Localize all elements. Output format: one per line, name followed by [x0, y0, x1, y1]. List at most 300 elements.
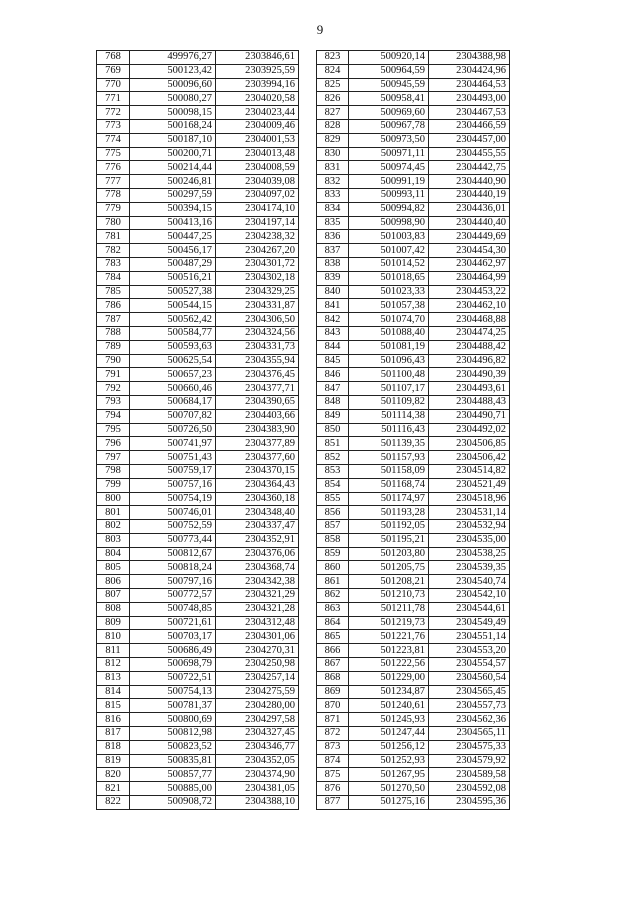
- x-coordinate-cell: 500660,46: [130, 382, 216, 396]
- x-coordinate-cell: 500823,52: [130, 740, 216, 754]
- point-number-cell: 822: [97, 796, 130, 810]
- point-number-cell: 770: [97, 78, 130, 92]
- table-row: [317, 616, 510, 630]
- table-row: [97, 685, 299, 699]
- x-coordinate-cell: 501014,52: [349, 257, 429, 271]
- table-row: [317, 161, 510, 175]
- point-number-cell: 855: [317, 492, 349, 506]
- point-number-cell: 827: [317, 106, 349, 120]
- point-number-cell: 796: [97, 437, 130, 451]
- x-coordinate-cell: 500686,49: [130, 644, 216, 658]
- y-coordinate-cell: 2304506,42: [429, 451, 510, 465]
- y-coordinate-cell: 2304468,88: [429, 313, 510, 327]
- y-coordinate-cell: 2304544,61: [429, 602, 510, 616]
- x-coordinate-cell: 501229,00: [349, 671, 429, 685]
- x-coordinate-cell: 500657,23: [130, 368, 216, 382]
- table-row: [97, 437, 299, 451]
- y-coordinate-cell: 2304436,01: [429, 202, 510, 216]
- table-row: [97, 768, 299, 782]
- table-row: [97, 630, 299, 644]
- table-row: [317, 92, 510, 106]
- point-number-cell: 837: [317, 244, 349, 258]
- point-number-cell: 789: [97, 340, 130, 354]
- x-coordinate-cell: 501247,44: [349, 727, 429, 741]
- y-coordinate-cell: 2304457,00: [429, 133, 510, 147]
- y-coordinate-cell: 2304506,85: [429, 437, 510, 451]
- x-coordinate-cell: 501267,95: [349, 768, 429, 782]
- x-coordinate-cell: 500741,97: [130, 437, 216, 451]
- x-coordinate-cell: 500726,50: [130, 423, 216, 437]
- table-row: [317, 395, 510, 409]
- table-row: [317, 409, 510, 423]
- x-coordinate-cell: 500722,51: [130, 671, 216, 685]
- table-row: [317, 147, 510, 161]
- y-coordinate-cell: 2304324,56: [216, 326, 299, 340]
- y-coordinate-cell: 2304560,54: [429, 671, 510, 685]
- x-coordinate-cell: 500973,50: [349, 133, 429, 147]
- table-row: [97, 575, 299, 589]
- x-coordinate-cell: 500447,25: [130, 230, 216, 244]
- point-number-cell: 802: [97, 520, 130, 534]
- y-coordinate-cell: 2304539,35: [429, 561, 510, 575]
- x-coordinate-cell: 501088,40: [349, 326, 429, 340]
- table-row: [317, 437, 510, 451]
- y-coordinate-cell: 2304331,87: [216, 299, 299, 313]
- point-number-cell: 831: [317, 161, 349, 175]
- point-number-cell: 824: [317, 64, 349, 78]
- y-coordinate-cell: 2304455,55: [429, 147, 510, 161]
- y-coordinate-cell: 2304360,18: [216, 492, 299, 506]
- table-row: [317, 285, 510, 299]
- x-coordinate-cell: 500721,61: [130, 616, 216, 630]
- x-coordinate-cell: 500757,16: [130, 478, 216, 492]
- table-row: [97, 368, 299, 382]
- table-row: [317, 313, 510, 327]
- y-coordinate-cell: 2304009,46: [216, 119, 299, 133]
- point-number-cell: 773: [97, 119, 130, 133]
- y-coordinate-cell: 2304383,90: [216, 423, 299, 437]
- point-number-cell: 874: [317, 754, 349, 768]
- point-number-cell: 815: [97, 699, 130, 713]
- x-coordinate-cell: 500394,15: [130, 202, 216, 216]
- x-coordinate-cell: 500818,24: [130, 561, 216, 575]
- table-row: [97, 106, 299, 120]
- y-coordinate-cell: 2304388,10: [216, 796, 299, 810]
- table-row: [97, 230, 299, 244]
- point-number-cell: 786: [97, 299, 130, 313]
- y-coordinate-cell: 2304376,06: [216, 547, 299, 561]
- point-number-cell: 868: [317, 671, 349, 685]
- table-row: [317, 451, 510, 465]
- point-number-cell: 858: [317, 533, 349, 547]
- y-coordinate-cell: 2304575,33: [429, 740, 510, 754]
- table-row: [97, 354, 299, 368]
- y-coordinate-cell: 2304562,36: [429, 713, 510, 727]
- table-row: [97, 161, 299, 175]
- y-coordinate-cell: 2304388,98: [429, 51, 510, 65]
- x-coordinate-cell: 501256,12: [349, 740, 429, 754]
- x-coordinate-cell: 500781,37: [130, 699, 216, 713]
- point-number-cell: 832: [317, 175, 349, 189]
- table-row: [97, 326, 299, 340]
- x-coordinate-cell: 500562,42: [130, 313, 216, 327]
- x-coordinate-cell: 501219,73: [349, 616, 429, 630]
- y-coordinate-cell: 2304370,15: [216, 464, 299, 478]
- x-coordinate-cell: 500969,60: [349, 106, 429, 120]
- x-coordinate-cell: 500200,71: [130, 147, 216, 161]
- point-number-cell: 830: [317, 147, 349, 161]
- y-coordinate-cell: 2303925,59: [216, 64, 299, 78]
- x-coordinate-cell: 500684,17: [130, 395, 216, 409]
- table-row: [317, 423, 510, 437]
- table-row: [97, 119, 299, 133]
- x-coordinate-cell: 500698,79: [130, 658, 216, 672]
- point-number-cell: 845: [317, 354, 349, 368]
- point-number-cell: 793: [97, 395, 130, 409]
- y-coordinate-cell: 2304250,98: [216, 658, 299, 672]
- x-coordinate-cell: 500920,14: [349, 51, 429, 65]
- x-coordinate-cell: 501245,93: [349, 713, 429, 727]
- y-coordinate-cell: 2304306,50: [216, 313, 299, 327]
- y-coordinate-cell: 2304493,00: [429, 92, 510, 106]
- table-row: [317, 782, 510, 796]
- point-number-cell: 819: [97, 754, 130, 768]
- y-coordinate-cell: 2304462,97: [429, 257, 510, 271]
- y-coordinate-cell: 2304390,65: [216, 395, 299, 409]
- point-number-cell: 840: [317, 285, 349, 299]
- x-coordinate-cell: 501210,73: [349, 589, 429, 603]
- y-coordinate-cell: 2304001,53: [216, 133, 299, 147]
- point-number-cell: 809: [97, 616, 130, 630]
- point-number-cell: 870: [317, 699, 349, 713]
- y-coordinate-cell: 2304466,59: [429, 119, 510, 133]
- table-row: [97, 395, 299, 409]
- x-coordinate-cell: 499976,27: [130, 51, 216, 65]
- x-coordinate-cell: 500752,59: [130, 520, 216, 534]
- y-coordinate-cell: 2304355,94: [216, 354, 299, 368]
- x-coordinate-cell: 500625,54: [130, 354, 216, 368]
- table-row: [317, 699, 510, 713]
- point-number-cell: 836: [317, 230, 349, 244]
- table-row: [317, 533, 510, 547]
- y-coordinate-cell: 2304376,45: [216, 368, 299, 382]
- table-row: [317, 202, 510, 216]
- y-coordinate-cell: 2304352,05: [216, 754, 299, 768]
- y-coordinate-cell: 2304579,92: [429, 754, 510, 768]
- x-coordinate-cell: 500487,29: [130, 257, 216, 271]
- y-coordinate-cell: 2304270,31: [216, 644, 299, 658]
- x-coordinate-cell: 500246,81: [130, 175, 216, 189]
- point-number-cell: 838: [317, 257, 349, 271]
- point-number-cell: 825: [317, 78, 349, 92]
- table-row: [97, 644, 299, 658]
- y-coordinate-cell: 2304551,14: [429, 630, 510, 644]
- x-coordinate-cell: 501234,87: [349, 685, 429, 699]
- y-coordinate-cell: 2304565,45: [429, 685, 510, 699]
- point-number-cell: 784: [97, 271, 130, 285]
- point-number-cell: 794: [97, 409, 130, 423]
- table-row: [317, 51, 510, 65]
- x-coordinate-cell: 500214,44: [130, 161, 216, 175]
- y-coordinate-cell: 2304174,10: [216, 202, 299, 216]
- y-coordinate-cell: 2304301,06: [216, 630, 299, 644]
- table-row: [97, 409, 299, 423]
- point-number-cell: 813: [97, 671, 130, 685]
- x-coordinate-cell: 500544,15: [130, 299, 216, 313]
- y-coordinate-cell: 2304337,47: [216, 520, 299, 534]
- y-coordinate-cell: 2304352,91: [216, 533, 299, 547]
- point-number-cell: 847: [317, 382, 349, 396]
- point-number-cell: 820: [97, 768, 130, 782]
- x-coordinate-cell: 501174,97: [349, 492, 429, 506]
- table-row: [97, 51, 299, 65]
- point-number-cell: 826: [317, 92, 349, 106]
- table-row: [97, 451, 299, 465]
- x-coordinate-cell: 500908,72: [130, 796, 216, 810]
- point-number-cell: 850: [317, 423, 349, 437]
- table-row: [317, 685, 510, 699]
- point-number-cell: 849: [317, 409, 349, 423]
- point-number-cell: 835: [317, 216, 349, 230]
- x-coordinate-cell: 500080,27: [130, 92, 216, 106]
- table-row: [97, 423, 299, 437]
- point-number-cell: 801: [97, 506, 130, 520]
- x-coordinate-cell: 501139,35: [349, 437, 429, 451]
- point-number-cell: 848: [317, 395, 349, 409]
- table-row: [97, 492, 299, 506]
- y-coordinate-cell: 2304514,82: [429, 464, 510, 478]
- point-number-cell: 777: [97, 175, 130, 189]
- table-row: [97, 561, 299, 575]
- table-row: [97, 285, 299, 299]
- table-row: [97, 713, 299, 727]
- x-coordinate-cell: 501109,82: [349, 395, 429, 409]
- table-row: [317, 492, 510, 506]
- point-number-cell: 785: [97, 285, 130, 299]
- table-row: [97, 382, 299, 396]
- table-row: [97, 796, 299, 810]
- x-coordinate-cell: 500703,17: [130, 630, 216, 644]
- point-number-cell: 808: [97, 602, 130, 616]
- y-coordinate-cell: 2304280,00: [216, 699, 299, 713]
- y-coordinate-cell: 2304589,58: [429, 768, 510, 782]
- y-coordinate-cell: 2304554,57: [429, 658, 510, 672]
- point-number-cell: 876: [317, 782, 349, 796]
- x-coordinate-cell: 500797,16: [130, 575, 216, 589]
- point-number-cell: 804: [97, 547, 130, 561]
- y-coordinate-cell: 2304377,89: [216, 437, 299, 451]
- coordinates-table-right: [316, 50, 510, 810]
- x-coordinate-cell: 500413,16: [130, 216, 216, 230]
- point-number-cell: 860: [317, 561, 349, 575]
- point-number-cell: 807: [97, 589, 130, 603]
- x-coordinate-cell: 500187,10: [130, 133, 216, 147]
- x-coordinate-cell: 500456,17: [130, 244, 216, 258]
- x-coordinate-cell: 500748,85: [130, 602, 216, 616]
- x-coordinate-cell: 500527,38: [130, 285, 216, 299]
- x-coordinate-cell: 501003,83: [349, 230, 429, 244]
- point-number-cell: 859: [317, 547, 349, 561]
- table-row: [317, 727, 510, 741]
- y-coordinate-cell: 2304490,71: [429, 409, 510, 423]
- point-number-cell: 783: [97, 257, 130, 271]
- x-coordinate-cell: 500297,59: [130, 188, 216, 202]
- y-coordinate-cell: 2304453,22: [429, 285, 510, 299]
- x-coordinate-cell: 500812,98: [130, 727, 216, 741]
- y-coordinate-cell: 2304449,69: [429, 230, 510, 244]
- point-number-cell: 805: [97, 561, 130, 575]
- y-coordinate-cell: 2304321,28: [216, 602, 299, 616]
- y-coordinate-cell: 2304488,42: [429, 340, 510, 354]
- x-coordinate-cell: 500516,21: [130, 271, 216, 285]
- table-row: [97, 92, 299, 106]
- y-coordinate-cell: 2304331,73: [216, 340, 299, 354]
- y-coordinate-cell: 2304312,48: [216, 616, 299, 630]
- table-row: [317, 340, 510, 354]
- point-number-cell: 780: [97, 216, 130, 230]
- y-coordinate-cell: 2304549,49: [429, 616, 510, 630]
- point-number-cell: 772: [97, 106, 130, 120]
- x-coordinate-cell: 500835,81: [130, 754, 216, 768]
- y-coordinate-cell: 2304474,25: [429, 326, 510, 340]
- y-coordinate-cell: 2304462,10: [429, 299, 510, 313]
- x-coordinate-cell: 500593,63: [130, 340, 216, 354]
- x-coordinate-cell: 500945,59: [349, 78, 429, 92]
- table-row: [97, 658, 299, 672]
- x-coordinate-cell: 501221,76: [349, 630, 429, 644]
- y-coordinate-cell: 2304301,72: [216, 257, 299, 271]
- table-row: [97, 175, 299, 189]
- y-coordinate-cell: 2304374,90: [216, 768, 299, 782]
- table-row: [97, 478, 299, 492]
- x-coordinate-cell: 500994,82: [349, 202, 429, 216]
- x-coordinate-cell: 501192,05: [349, 520, 429, 534]
- x-coordinate-cell: 501074,70: [349, 313, 429, 327]
- y-coordinate-cell: 2304377,60: [216, 451, 299, 465]
- point-number-cell: 877: [317, 796, 349, 810]
- x-coordinate-cell: 500754,13: [130, 685, 216, 699]
- point-number-cell: 775: [97, 147, 130, 161]
- point-number-cell: 852: [317, 451, 349, 465]
- y-coordinate-cell: 2304013,48: [216, 147, 299, 161]
- x-coordinate-cell: 500759,17: [130, 464, 216, 478]
- x-coordinate-cell: 500707,82: [130, 409, 216, 423]
- y-coordinate-cell: 2304364,43: [216, 478, 299, 492]
- point-number-cell: 841: [317, 299, 349, 313]
- table-row: [317, 589, 510, 603]
- point-number-cell: 873: [317, 740, 349, 754]
- table-row: [317, 740, 510, 754]
- table-row: [317, 796, 510, 810]
- point-number-cell: 823: [317, 51, 349, 65]
- y-coordinate-cell: 2304238,32: [216, 230, 299, 244]
- x-coordinate-cell: 501252,93: [349, 754, 429, 768]
- y-coordinate-cell: 2304321,29: [216, 589, 299, 603]
- y-coordinate-cell: 2304097,02: [216, 188, 299, 202]
- table-row: [97, 133, 299, 147]
- x-coordinate-cell: 501157,93: [349, 451, 429, 465]
- y-coordinate-cell: 2304532,94: [429, 520, 510, 534]
- x-coordinate-cell: 501096,43: [349, 354, 429, 368]
- y-coordinate-cell: 2304553,20: [429, 644, 510, 658]
- table-row: [317, 547, 510, 561]
- point-number-cell: 817: [97, 727, 130, 741]
- table-row: [317, 658, 510, 672]
- point-number-cell: 790: [97, 354, 130, 368]
- table-row: [97, 147, 299, 161]
- point-number-cell: 846: [317, 368, 349, 382]
- point-number-cell: 798: [97, 464, 130, 478]
- x-coordinate-cell: 500123,42: [130, 64, 216, 78]
- y-coordinate-cell: 2304346,77: [216, 740, 299, 754]
- table-row: [97, 313, 299, 327]
- x-coordinate-cell: 501007,42: [349, 244, 429, 258]
- x-coordinate-cell: 500800,69: [130, 713, 216, 727]
- point-number-cell: 787: [97, 313, 130, 327]
- y-coordinate-cell: 2304464,53: [429, 78, 510, 92]
- x-coordinate-cell: 501211,78: [349, 602, 429, 616]
- point-number-cell: 829: [317, 133, 349, 147]
- table-row: [317, 520, 510, 534]
- point-number-cell: 771: [97, 92, 130, 106]
- table-row: [317, 354, 510, 368]
- x-coordinate-cell: 501240,61: [349, 699, 429, 713]
- x-coordinate-cell: 500857,77: [130, 768, 216, 782]
- x-coordinate-cell: 501270,50: [349, 782, 429, 796]
- x-coordinate-cell: 501018,65: [349, 271, 429, 285]
- x-coordinate-cell: 501158,09: [349, 464, 429, 478]
- y-coordinate-cell: 2304442,75: [429, 161, 510, 175]
- y-coordinate-cell: 2304267,20: [216, 244, 299, 258]
- x-coordinate-cell: 501203,80: [349, 547, 429, 561]
- point-number-cell: 851: [317, 437, 349, 451]
- y-coordinate-cell: 2304565,11: [429, 727, 510, 741]
- y-coordinate-cell: 2304403,66: [216, 409, 299, 423]
- y-coordinate-cell: 2304538,25: [429, 547, 510, 561]
- y-coordinate-cell: 2303846,61: [216, 51, 299, 65]
- point-number-cell: 818: [97, 740, 130, 754]
- x-coordinate-cell: 501100,48: [349, 368, 429, 382]
- point-number-cell: 856: [317, 506, 349, 520]
- y-coordinate-cell: 2304329,25: [216, 285, 299, 299]
- point-number-cell: 871: [317, 713, 349, 727]
- x-coordinate-cell: 500773,44: [130, 533, 216, 547]
- x-coordinate-cell: 500998,90: [349, 216, 429, 230]
- point-number-cell: 811: [97, 644, 130, 658]
- point-number-cell: 810: [97, 630, 130, 644]
- table-row: [317, 216, 510, 230]
- x-coordinate-cell: 500168,24: [130, 119, 216, 133]
- table-row: [317, 506, 510, 520]
- table-row: [97, 754, 299, 768]
- y-coordinate-cell: 2304535,00: [429, 533, 510, 547]
- y-coordinate-cell: 2304197,14: [216, 216, 299, 230]
- y-coordinate-cell: 2304424,96: [429, 64, 510, 78]
- x-coordinate-cell: 500974,45: [349, 161, 429, 175]
- table-row: [97, 547, 299, 561]
- x-coordinate-cell: 501275,16: [349, 796, 429, 810]
- x-coordinate-cell: 500971,11: [349, 147, 429, 161]
- point-number-cell: 843: [317, 326, 349, 340]
- table-row: [317, 713, 510, 727]
- table-row: [97, 216, 299, 230]
- x-coordinate-cell: 501081,19: [349, 340, 429, 354]
- table-row: [97, 257, 299, 271]
- y-coordinate-cell: 2304302,18: [216, 271, 299, 285]
- x-coordinate-cell: 501023,33: [349, 285, 429, 299]
- point-number-cell: 814: [97, 685, 130, 699]
- table-row: [317, 602, 510, 616]
